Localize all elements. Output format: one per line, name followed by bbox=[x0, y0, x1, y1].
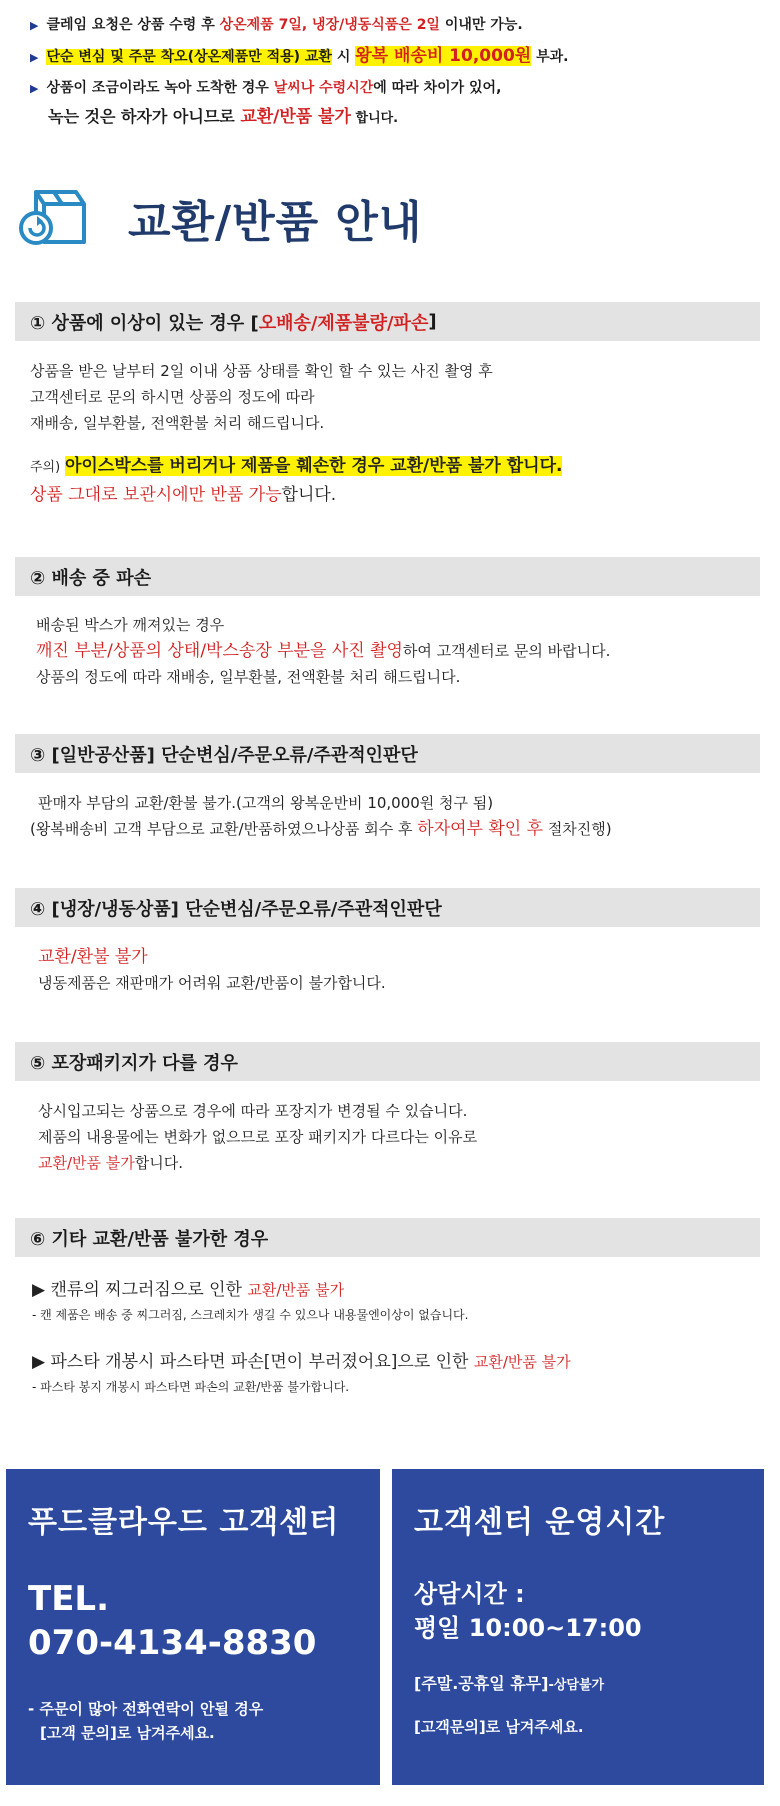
section-5-header: ⑤ 포장패키지가 다를 경우 bbox=[15, 1042, 760, 1081]
notice-line-2: ▶ 단순 변심 및 주문 착오(상온제품만 적용) 교환 시 왕복 배송비 10,000원 부과. bbox=[30, 46, 569, 66]
tel-number: 070-4134-8830 bbox=[28, 1623, 317, 1663]
notice-line-1: ▶ 클레임 요청은 상품 수령 후 상온제품 7일, 냉장/냉동식품은 2일 이내만 가능. bbox=[30, 17, 523, 33]
triangle-right-icon: ▶ bbox=[30, 82, 39, 95]
operating-hours-title: 고객센터 운영시간 bbox=[414, 1505, 666, 1540]
section-1-line: 재배송, 일부환불, 전액환불 처리 해드립니다. bbox=[30, 414, 325, 432]
closed-notice: [주말.공휴일 휴무]-상담불가 bbox=[414, 1674, 605, 1693]
section-2-header: ② 배송 중 파손 bbox=[15, 557, 760, 596]
section-1-line: 상품을 받은 날부터 2일 이내 상품 상태를 확인 할 수 있는 사진 촬영 후 bbox=[30, 362, 493, 380]
customer-center-note: [고객 문의]로 남겨주세요. bbox=[40, 1724, 215, 1742]
page-title: 교환/반품 안내 bbox=[128, 197, 423, 248]
section-5-body: 상시입고되는 상품으로 경우에 따라 포장지가 변경될 수 있습니다. 제품의 내용물에는 변화가 없으므로 포장 패키지가 다르다는 이유로 교환/반품 불가합니다. bbox=[38, 1102, 478, 1172]
section-1-body bbox=[30, 358, 765, 508]
section-1-line: 고객센터로 문의 하시면 상품의 정도에 따라 bbox=[30, 388, 315, 406]
customer-center-box bbox=[6, 1469, 380, 1785]
section-3-header: ③ [일반공산품] 단순변심/주문오류/주관적인판단 bbox=[15, 734, 760, 773]
customer-center-title: 푸드클라우드 고객센터 bbox=[28, 1505, 340, 1540]
tel-label: TEL. bbox=[28, 1579, 109, 1619]
page-title-block bbox=[18, 178, 422, 258]
section-1-keep: 상품 그대로 보관시에만 반품 가능합니다. bbox=[30, 485, 337, 505]
list-item: ▶ 파스타 개봉시 파스타면 파손[면이 부러졌어요]으로 인한 교환/반품 불가 bbox=[32, 1352, 571, 1372]
hours-value: 평일 10:00~17:00 bbox=[414, 1614, 642, 1642]
customer-center-note: - 주문이 많아 전화연락이 안될 경우 bbox=[28, 1700, 264, 1718]
list-item-note: - 캔 제품은 배송 중 찌그러짐, 스크레치가 생길 수 있으나 내용물엔이상이 없습니다. bbox=[32, 1308, 469, 1322]
section-2-body: 배송된 박스가 깨져있는 경우 깨진 부분/상품의 상태/박스송장 부분을 사진 촬영하여 고객센터로 문의 바랍니다. 상품의 정도에 따라 재배송, 일부환불, 전액환불 처리 해드립니다. bbox=[36, 616, 611, 686]
operating-hours-box bbox=[392, 1469, 764, 1785]
notice-line-3: ▶ 상품이 조금이라도 녹아 도착한 경우 날씨나 수령시간에 따라 차이가 있어, bbox=[30, 80, 502, 96]
section-3-body: 판매자 부담의 교환/환불 불가.(고객의 왕복운반비 10,000원 청구 됨) (왕복배송비 고객 부담으로 교환/반품하였으나상품 회수 후 하자여부 확인 후 절차진행) bbox=[30, 794, 612, 839]
section-6-body bbox=[32, 1276, 767, 1398]
list-item-note: - 파스타 봉지 개봉시 파스타면 파손의 교환/반품 불가합니다. bbox=[32, 1380, 350, 1394]
section-6-header: ⑥ 기타 교환/반품 불가한 경우 bbox=[15, 1218, 760, 1257]
section-1-warning: 주의) 아이스박스를 버리거나 제품을 훼손한 경우 교환/반품 불가 합니다. bbox=[30, 456, 563, 476]
list-item: ▶ 캔류의 찌그러짐으로 인한 교환/반품 불가 bbox=[32, 1280, 345, 1300]
triangle-right-icon: ▶ bbox=[30, 19, 39, 32]
hours-label: 상담시간 : bbox=[414, 1580, 525, 1608]
operating-hours-note: [고객문의]로 남겨주세요. bbox=[414, 1718, 584, 1736]
top-notice bbox=[30, 10, 760, 132]
notice-line-4: 녹는 것은 하자가 아니므로 교환/반품 불가 합니다. bbox=[48, 107, 399, 127]
section-1-header: ① 상품에 이상이 있는 경우 [ 오배송/제품불량/파손 ] bbox=[15, 302, 760, 341]
section-4-body: 교환/환불 불가 냉동제품은 재판매가 어려워 교환/반품이 불가합니다. bbox=[38, 947, 386, 992]
triangle-right-icon: ▶ bbox=[30, 51, 39, 64]
box-return-icon bbox=[18, 182, 90, 254]
section-4-header: ④ [냉장/냉동상품] 단순변심/주문오류/주관적인판단 bbox=[15, 888, 760, 927]
